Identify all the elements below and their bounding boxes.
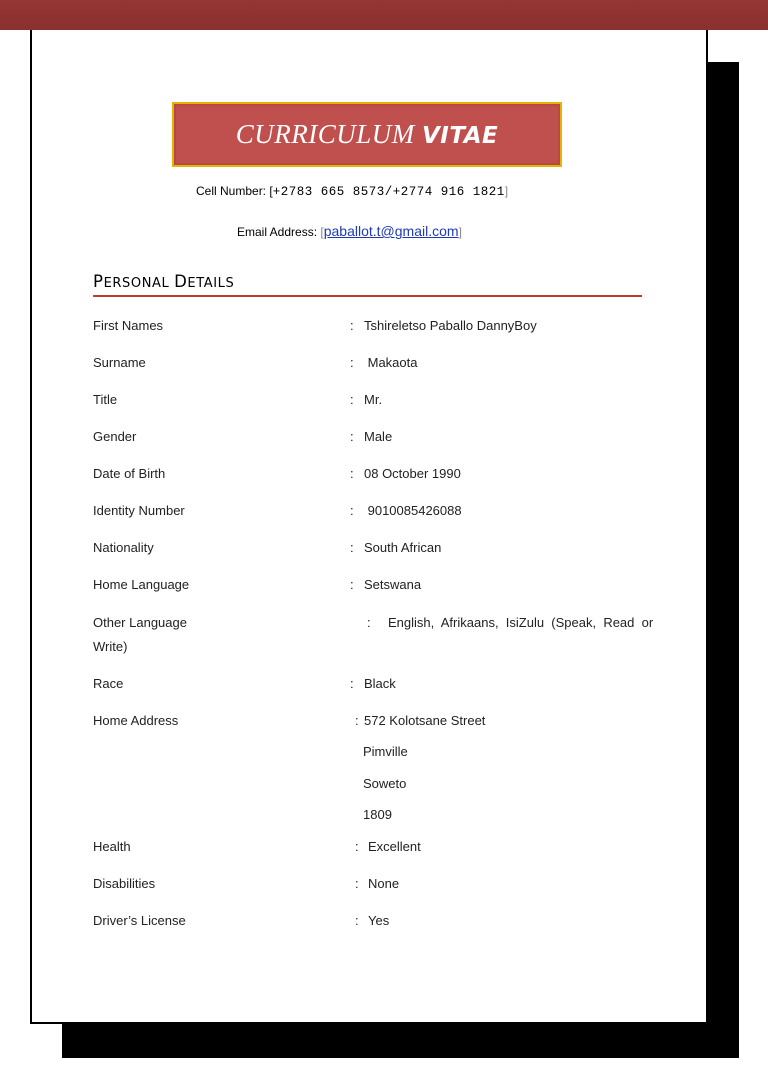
top-banner: [0, 0, 768, 30]
value-title: Mr.: [364, 392, 383, 407]
label-first-names: First Names: [93, 318, 164, 333]
email-label: Email Address:: [237, 225, 318, 239]
label-gender: Gender: [93, 429, 137, 444]
heading-cap-p: P: [93, 272, 104, 291]
label-title: Title: [93, 392, 118, 407]
value-home-address-street: 572 Kolotsane Street: [364, 713, 486, 728]
value-home-address-postcode: 1809: [363, 807, 392, 822]
colon-first-names: :: [350, 318, 354, 333]
colon-surname: :: [350, 355, 354, 370]
value-other-language-continuation: Write): [93, 639, 128, 654]
page-shadow-bottom: [62, 1024, 739, 1058]
heading-rest-2: ETAILS: [187, 276, 235, 291]
value-other-language: English, Afrikaans, IsiZulu (Speak, Read or: [388, 615, 654, 630]
colon-race: :: [350, 676, 354, 691]
label-nationality: Nationality: [93, 540, 154, 555]
label-date-of-birth: Date of Birth: [93, 466, 166, 481]
colon-nationality: :: [350, 540, 354, 555]
value-home-language: Setswana: [364, 577, 422, 592]
cell-label: Cell Number: [: [196, 184, 273, 198]
email-close-bracket: ]: [458, 225, 462, 239]
label-home-language: Home Language: [93, 577, 190, 592]
value-surname: Makaota: [364, 355, 418, 370]
cv-title-box: [172, 102, 562, 167]
label-other-language: Other Language: [93, 615, 187, 630]
section-divider: [93, 295, 642, 297]
value-home-address-city: Soweto: [363, 776, 407, 791]
colon-identity-number: :: [350, 503, 354, 518]
colon-gender: :: [350, 429, 354, 444]
section-heading-personal-details: [93, 272, 234, 291]
colon-disabilities: :: [355, 876, 359, 891]
label-disabilities: Disabilities: [93, 876, 156, 891]
label-surname: Surname: [93, 355, 146, 370]
colon-health: :: [355, 839, 359, 854]
email-link[interactable]: paballot.t@gmail.com: [323, 223, 459, 239]
cv-title-main: CURRICULUM: [235, 119, 415, 149]
cell-number-line: [196, 184, 508, 199]
page-shadow-right: [706, 62, 739, 1058]
value-gender: Male: [364, 429, 393, 444]
value-race: Black: [364, 676, 396, 691]
label-home-address: Home Address: [93, 713, 179, 728]
colon-home-address: :: [355, 713, 359, 728]
value-identity-number: 9010085426088: [364, 503, 462, 518]
value-disabilities: None: [368, 876, 400, 891]
colon-home-language: :: [350, 577, 354, 592]
cv-title-vitae: VITAE: [421, 123, 499, 149]
email-line: [237, 223, 462, 239]
colon-other-language: :: [367, 615, 371, 630]
value-date-of-birth: 08 October 1990: [364, 466, 461, 481]
cell-value: +2783 665 8573/+2774 916 1821: [272, 185, 505, 199]
value-drivers-license: Yes: [368, 913, 390, 928]
value-health: Excellent: [368, 839, 421, 854]
heading-cap-d: D: [174, 272, 188, 291]
value-home-address-suburb: Pimville: [363, 744, 408, 759]
label-race: Race: [93, 676, 124, 691]
value-nationality: South African: [364, 540, 442, 555]
document-page: [30, 30, 708, 1024]
colon-title: :: [350, 392, 354, 407]
value-first-names: Tshireletso Paballo DannyBoy: [364, 318, 537, 333]
colon-drivers-license: :: [355, 913, 359, 928]
label-identity-number: Identity Number: [93, 503, 185, 518]
label-health: Health: [93, 839, 131, 854]
cv-title: [236, 119, 499, 150]
colon-date-of-birth: :: [350, 466, 354, 481]
heading-rest-1: ERSONAL: [103, 276, 170, 291]
cell-close-bracket: ]: [504, 184, 509, 198]
email-open-bracket: [: [320, 225, 324, 239]
label-drivers-license: Driver’s License: [93, 913, 186, 928]
